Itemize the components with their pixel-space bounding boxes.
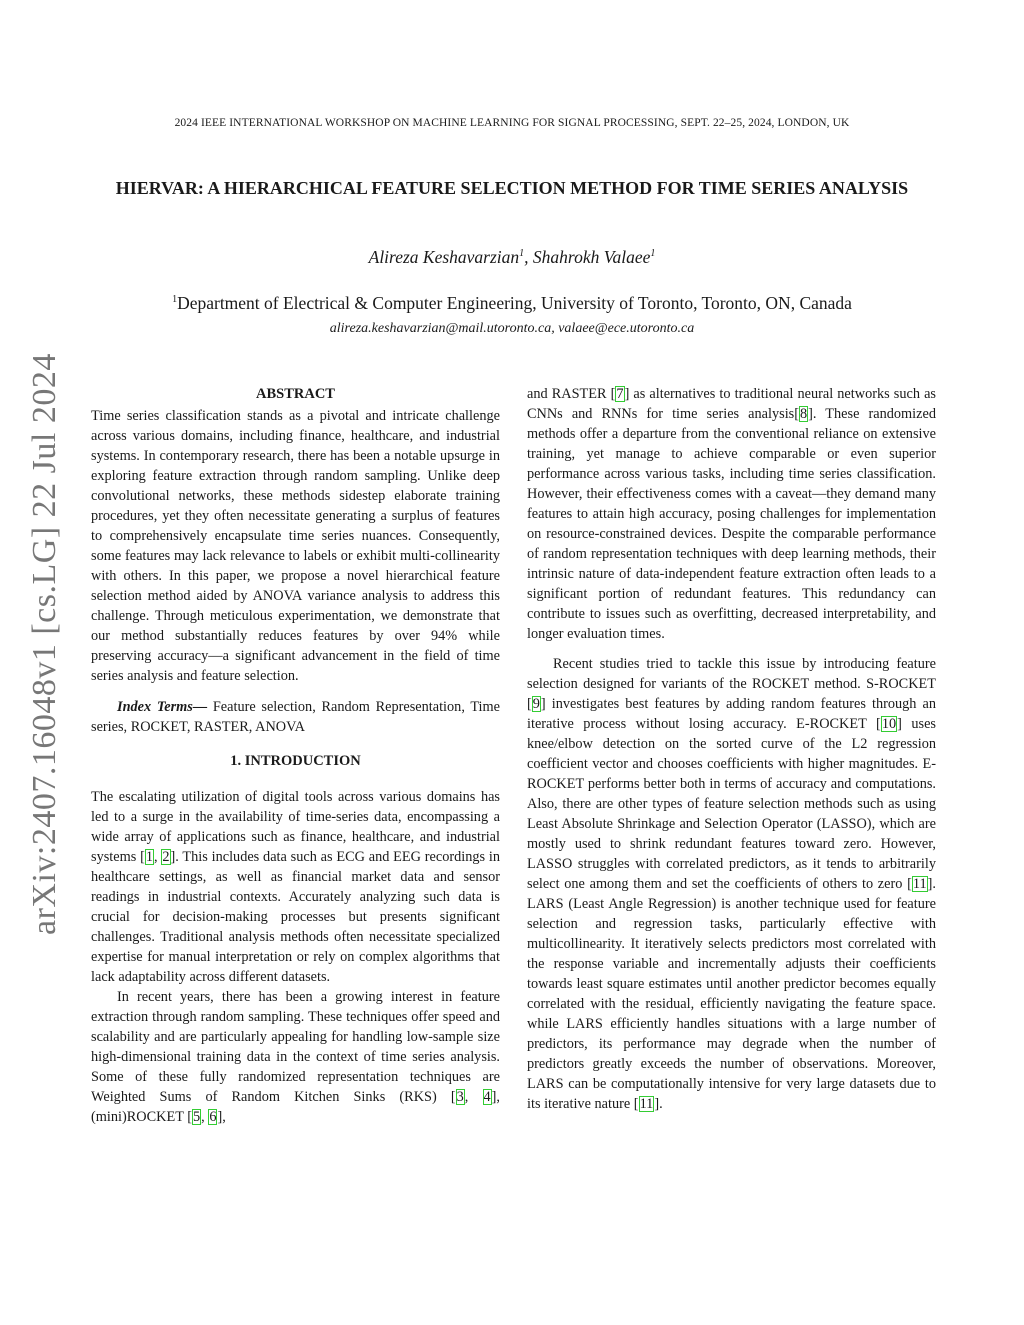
paper-title: HIERVAR: A HIERARCHICAL FEATURE SELECTION METHOD FOR TIME SERIES ANALYSIS [115,178,909,198]
citation-link[interactable]: 8 [800,406,808,422]
paragraph-text: , [201,1109,209,1125]
author-separator: , [524,247,533,267]
paragraph-text: , [464,1089,483,1105]
paragraph-text: ]. This includes data such as ECG and EEG recordings in healthcare settings, as well as financial market data and sensor readings in industrial contexts. Accurately analyzing such data is crucial for decision-making processes but presents significant challenges. Traditional analysis methods often necessitate specialized expertise for manual interpretation or rely on complex algorithms that lack adaptability across different datasets. [91,849,500,985]
citation-link[interactable]: 11 [912,876,927,892]
section-heading-introduction: 1. INTRODUCTION [230,753,361,769]
citation-link[interactable]: 2 [162,849,170,865]
author-name: Alireza Keshavarzian [368,247,520,267]
affiliation-mark: 1 [172,294,178,306]
citation-link[interactable]: 4 [483,1089,491,1105]
citation-link[interactable]: 10 [881,716,897,732]
author-emails: alireza.keshavarzian@mail.utoronto.ca, valaee@ece.utoronto.ca [329,321,695,336]
citation-link[interactable]: 7 [616,386,624,402]
intro-paragraph [527,654,936,1114]
arxiv-watermark: arXiv:2407.16048v1 [cs.LG] 22 Jul 2024 [26,353,63,935]
right-column [527,384,936,1114]
left-column [91,384,500,1127]
affiliation-text: Department of Electrical & Computer Engineering, University of Toronto, Toronto, ON, Canada [177,293,852,313]
paragraph-text: ]. [654,1096,663,1112]
intro-paragraph [91,787,500,987]
abstract-text: Time series classification stands as a pivotal and intricate challenge across various domains, including finance, healthcare, and industrial systems. In contemporary research, there has been a notable upsurge in exploring feature extraction through random sampling. Unlike deep convolutional networks, these methods sidestep elaborate training procedures, yet they often necessitate generating a surplus of features to comprehensively encapsulate time series nuances. Consequently, some features may lack relevance to labels or exhibit multi-collinearity with others. In this paper, we propose a novel hierarchical feature selection method aided by ANOVA variance analysis to address this challenge. Through meticulous experimentation, we demonstrate that our method substantially reduces features by over 94% while preserving accuracy—a significant advancement in the field of time series analysis and feature selection. [91,408,500,684]
paragraph-text: ]. LARS (Least Angle Regression) is another technique used for feature selection and regression tasks, particularly effective with multicollinearity. It iteratively selects predictors most correlated with the response variable and incrementally adjusts their coefficients towards least square estimates until another predictor becomes equally correlated with the residual, efficiently navigating the feature space. while LARS efficiently handles situations with a large number of predictors, its performance may degrade when the number of predictors greatly exceeds the number of observations. Moreover, LARS can be computationally intensive for very large datasets due to its iterative nature [ [527,876,936,1112]
index-terms-label: Index Terms— [117,699,208,715]
paragraph-text: ]. These randomized methods offer a departure from the conventional reliance on extensive training, yet manage to achieve comparable or even superior performance across various tasks, including time series classification. However, their effectiveness comes with a caveat—they demand many features to attain high accuracy, posing challenges for implementation on resource-constrained devices. Despite the comparable performance of random representation techniques with deep learning methods, their intrinsic nature of data-independent feature extraction often leads to a significant portion of redundant features. This redundancy can contribute to issues such as overfitting, decreased interpretability, and longer evaluation times. [527,406,936,642]
citation-link[interactable]: 9 [532,696,540,712]
author-affil-mark: 1 [519,248,525,260]
paragraph-text: ] uses knee/elbow detection on the sorted curve of the L2 regression coefficient vector and chooses coefficients with higher magnitudes. E-ROCKET performs better both in terms of accuracy and computations. Also, there are other types of feature selection methods such as using Least Absolute Shrinkage and Selection Operator (LASSO), which are mostly used to shrink redundant features toward zero. However, LASSO struggles with correlated predictors, as it tends to arbitrarily select one among them and set the coefficients of others to zero [ [527,716,936,892]
paragraph-text: , [154,849,162,865]
author-list [0,247,1024,268]
paragraph-text: ], [217,1109,226,1125]
paragraph-text: ] investigates best features by adding random features through an iterative process without losing accuracy. E-ROCKET [ [527,696,936,732]
paragraph-text: The escalating utilization of digital tools across various domains has led to a surge in the availability of time-series data, encompassing a wide array of applications such as finance, healthcare, and industrial systems [ [91,789,500,865]
conference-header: 2024 IEEE INTERNATIONAL WORKSHOP ON MACHINE LEARNING FOR SIGNAL PROCESSING, SEPT. 22–25, 2024, LONDON, UK [174,117,850,129]
intro-paragraph [527,384,936,644]
paragraph-text: ] as alternatives to traditional neural networks such as CNNs and RNNs for time series analysis[ [527,386,936,422]
paragraph-text: ], (mini)ROCKET [ [91,1089,500,1125]
paragraph-text: Recent studies tried to tackle this issue by introducing feature selection designed for variants of the ROCKET method. S-ROCKET [ [527,656,936,712]
paragraph-text: and RASTER [ [527,386,616,402]
author-name: Shahrokh Valaee [532,247,651,267]
abstract-heading: ABSTRACT [256,386,335,402]
author-affil-mark: 1 [650,248,656,260]
citation-link[interactable]: 5 [193,1109,201,1125]
citation-link[interactable]: 6 [209,1109,217,1125]
citation-link[interactable]: 3 [456,1089,464,1105]
index-terms-text: Feature selection, Random Representation, Time series, ROCKET, RASTER, ANOVA [91,699,500,735]
paragraph-text: In recent years, there has been a growing interest in feature extraction through random sampling. These techniques offer speed and scalability and are particularly appealing for handling low-sample size high-dimensional training data in the context of time series analysis. Some of these fully randomized representation techniques are Weighted Sums of Random Kitchen Sinks (RKS) [ [91,989,500,1105]
citation-link[interactable]: 11 [639,1096,654,1112]
intro-paragraph [91,987,500,1127]
index-terms [91,697,500,737]
affiliation [0,293,1024,314]
citation-link[interactable]: 1 [145,849,153,865]
